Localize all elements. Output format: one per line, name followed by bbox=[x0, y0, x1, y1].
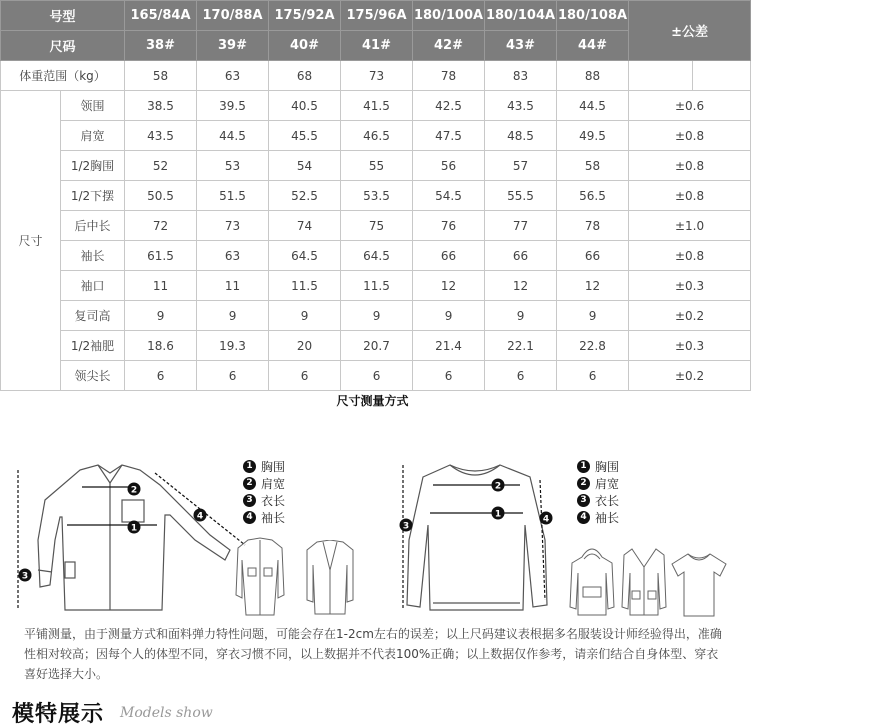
table-row bbox=[1, 151, 751, 181]
tolerance-cell: ±0.8 bbox=[629, 151, 751, 181]
table-cell: 47.5 bbox=[413, 121, 485, 151]
table-cell: 57 bbox=[485, 151, 557, 181]
table-cell: 66 bbox=[485, 241, 557, 271]
legend-item: 1 胸围 bbox=[243, 458, 285, 474]
size-chart-table bbox=[0, 0, 751, 391]
table-row bbox=[1, 331, 751, 361]
table-row bbox=[1, 241, 751, 271]
table-cell: 77 bbox=[485, 211, 557, 241]
svg-text:2: 2 bbox=[494, 481, 502, 492]
table-cell: 6 bbox=[485, 361, 557, 391]
row-label: 领围 bbox=[61, 91, 125, 121]
row-label: 袖长 bbox=[61, 241, 125, 271]
row-label: 后中长 bbox=[61, 211, 125, 241]
table-cell: 55.5 bbox=[485, 181, 557, 211]
table-cell: 39.5 bbox=[197, 91, 269, 121]
header-size-cell: 40# bbox=[269, 31, 341, 61]
table-cell: 75 bbox=[341, 211, 413, 241]
tolerance-cell: ±0.8 bbox=[629, 181, 751, 211]
table-cell: 22.1 bbox=[485, 331, 557, 361]
table-cell: 11.5 bbox=[269, 271, 341, 301]
table-cell: 44.5 bbox=[557, 91, 629, 121]
svg-text:4: 4 bbox=[542, 514, 550, 525]
table-cell: 6 bbox=[269, 361, 341, 391]
table-row bbox=[1, 211, 751, 241]
weight-row bbox=[1, 61, 751, 91]
table-cell: 45.5 bbox=[269, 121, 341, 151]
tshirt-icon bbox=[668, 550, 730, 618]
number-3-icon: 3 bbox=[243, 494, 256, 507]
table-cell: 12 bbox=[413, 271, 485, 301]
weight-label: 体重范围（kg） bbox=[1, 61, 125, 91]
hoodie-icon bbox=[568, 545, 616, 617]
sweater-diagram bbox=[395, 445, 565, 620]
row-label: 复司高 bbox=[61, 301, 125, 331]
table-cell: 48.5 bbox=[485, 121, 557, 151]
legend-item: 4 袖长 bbox=[577, 509, 619, 525]
legend-item: 4 袖长 bbox=[243, 509, 285, 525]
tolerance-cell: ±0.8 bbox=[629, 121, 751, 151]
table-cell: 52.5 bbox=[269, 181, 341, 211]
weight-cell: 88 bbox=[557, 61, 629, 91]
table-row bbox=[1, 91, 751, 121]
header-size-cell: 43# bbox=[485, 31, 557, 61]
number-4-icon: 4 bbox=[243, 511, 256, 524]
table-cell: 9 bbox=[269, 301, 341, 331]
table-cell: 9 bbox=[125, 301, 197, 331]
table-cell: 9 bbox=[557, 301, 629, 331]
table-cell: 58 bbox=[557, 151, 629, 181]
table-cell: 6 bbox=[125, 361, 197, 391]
header-size-cell: 39# bbox=[197, 31, 269, 61]
number-3-icon: 3 bbox=[577, 494, 590, 507]
table-cell: 6 bbox=[413, 361, 485, 391]
table-cell: 11 bbox=[197, 271, 269, 301]
header-tolerance: ±公差 bbox=[629, 1, 751, 61]
row-label: 领尖长 bbox=[61, 361, 125, 391]
header-label-model: 号型 bbox=[1, 1, 125, 31]
models-heading: 模特展示 bbox=[12, 701, 105, 727]
table-cell: 43.5 bbox=[125, 121, 197, 151]
table-cell: 21.4 bbox=[413, 331, 485, 361]
table-cell: 18.6 bbox=[125, 331, 197, 361]
weight-cell: 68 bbox=[269, 61, 341, 91]
table-cell: 9 bbox=[485, 301, 557, 331]
header-model-cell: 165/84A bbox=[125, 1, 197, 31]
models-heading-en: Models show bbox=[120, 705, 213, 721]
header-size-cell: 38# bbox=[125, 31, 197, 61]
table-cell: 52 bbox=[125, 151, 197, 181]
tolerance-cell: ±0.3 bbox=[629, 331, 751, 361]
measure-method-title: 尺寸测量方式 bbox=[336, 394, 409, 408]
table-row bbox=[1, 361, 751, 391]
table-cell: 41.5 bbox=[341, 91, 413, 121]
weight-cell: 83 bbox=[485, 61, 557, 91]
header-size-cell: 44# bbox=[557, 31, 629, 61]
tolerance-cell: ±0.3 bbox=[629, 271, 751, 301]
table-cell: 74 bbox=[269, 211, 341, 241]
table-cell: 56.5 bbox=[557, 181, 629, 211]
table-cell: 50.5 bbox=[125, 181, 197, 211]
table-cell: 76 bbox=[413, 211, 485, 241]
table-cell: 44.5 bbox=[197, 121, 269, 151]
weight-cell: 63 bbox=[197, 61, 269, 91]
tolerance-cell: ±0.6 bbox=[629, 91, 751, 121]
svg-text:4: 4 bbox=[196, 511, 204, 522]
table-cell: 11.5 bbox=[341, 271, 413, 301]
table-cell: 78 bbox=[557, 211, 629, 241]
table-cell: 72 bbox=[125, 211, 197, 241]
row-label: 1/2袖肥 bbox=[61, 331, 125, 361]
table-cell: 43.5 bbox=[485, 91, 557, 121]
weight-cell: 73 bbox=[341, 61, 413, 91]
header-label-size: 尺码 bbox=[1, 31, 125, 61]
table-row bbox=[1, 301, 751, 331]
table-cell: 20.7 bbox=[341, 331, 413, 361]
measurement-note: 平铺测量，由于测量方式和面料弹力特性问题，可能会存在1-2cm左右的误差；以上尺码建议表根据多名服装设计师经验得出，准确性相对较高；因每个人的体型不同，穿衣习惯不同，以上数据并不代表100%正确；以上数据仅作参考，请亲们结合自身体型、穿衣喜好选择大小。 bbox=[24, 627, 722, 681]
empty-cell bbox=[693, 61, 751, 91]
row-label: 袖口 bbox=[61, 271, 125, 301]
header-model-cell: 175/96A bbox=[341, 1, 413, 31]
table-cell: 6 bbox=[197, 361, 269, 391]
table-cell: 64.5 bbox=[269, 241, 341, 271]
table-cell: 40.5 bbox=[269, 91, 341, 121]
table-cell: 12 bbox=[485, 271, 557, 301]
tolerance-cell: ±1.0 bbox=[629, 211, 751, 241]
legend-item: 2 肩宽 bbox=[577, 475, 619, 491]
svg-text:3: 3 bbox=[402, 521, 410, 532]
table-cell: 51.5 bbox=[197, 181, 269, 211]
table-cell: 38.5 bbox=[125, 91, 197, 121]
table-cell: 73 bbox=[197, 211, 269, 241]
table-cell: 19.3 bbox=[197, 331, 269, 361]
legend-item: 1 胸围 bbox=[577, 458, 619, 474]
header-size-cell: 41# bbox=[341, 31, 413, 61]
header-model-cell: 180/100A bbox=[413, 1, 485, 31]
table-cell: 53.5 bbox=[341, 181, 413, 211]
table-cell: 64.5 bbox=[341, 241, 413, 271]
svg-text:1: 1 bbox=[494, 509, 502, 520]
svg-text:3: 3 bbox=[21, 571, 29, 582]
tolerance-cell: ±0.8 bbox=[629, 241, 751, 271]
number-1-icon: 1 bbox=[243, 460, 256, 473]
row-label: 1/2胸围 bbox=[61, 151, 125, 181]
header-model-cell: 180/104A bbox=[485, 1, 557, 31]
legend-item: 2 肩宽 bbox=[243, 475, 285, 491]
measure-legend-right bbox=[577, 458, 619, 526]
table-cell: 54 bbox=[269, 151, 341, 181]
header-model-cell: 170/88A bbox=[197, 1, 269, 31]
number-2-icon: 2 bbox=[577, 477, 590, 490]
legend-item: 3 衣长 bbox=[577, 492, 619, 508]
table-cell: 63 bbox=[197, 241, 269, 271]
table-cell: 55 bbox=[341, 151, 413, 181]
tolerance-cell: ±0.2 bbox=[629, 361, 751, 391]
table-cell: 6 bbox=[557, 361, 629, 391]
table-cell: 66 bbox=[557, 241, 629, 271]
row-label: 肩宽 bbox=[61, 121, 125, 151]
table-cell: 9 bbox=[341, 301, 413, 331]
table-row bbox=[1, 121, 751, 151]
header-model-cell: 180/108A bbox=[557, 1, 629, 31]
table-cell: 53 bbox=[197, 151, 269, 181]
row-label: 1/2下摆 bbox=[61, 181, 125, 211]
table-cell: 42.5 bbox=[413, 91, 485, 121]
weight-cell: 58 bbox=[125, 61, 197, 91]
table-cell: 66 bbox=[413, 241, 485, 271]
table-cell: 12 bbox=[557, 271, 629, 301]
number-1-icon: 1 bbox=[577, 460, 590, 473]
table-cell: 9 bbox=[197, 301, 269, 331]
table-cell: 9 bbox=[413, 301, 485, 331]
weight-cell: 78 bbox=[413, 61, 485, 91]
table-cell: 11 bbox=[125, 271, 197, 301]
number-4-icon: 4 bbox=[577, 511, 590, 524]
table-cell: 22.8 bbox=[557, 331, 629, 361]
table-cell: 61.5 bbox=[125, 241, 197, 271]
table-row bbox=[1, 181, 751, 211]
svg-text:1: 1 bbox=[130, 523, 138, 534]
number-2-icon: 2 bbox=[243, 477, 256, 490]
table-cell: 6 bbox=[341, 361, 413, 391]
table-cell: 46.5 bbox=[341, 121, 413, 151]
empty-cell bbox=[629, 61, 693, 91]
row-group-label: 尺寸 bbox=[1, 91, 61, 391]
header-model-cell: 175/92A bbox=[269, 1, 341, 31]
legend-item: 3 衣长 bbox=[243, 492, 285, 508]
table-cell: 54.5 bbox=[413, 181, 485, 211]
tolerance-cell: ±0.2 bbox=[629, 301, 751, 331]
header-row-models bbox=[1, 1, 751, 31]
measure-legend-left bbox=[243, 458, 285, 526]
cardigan-icon bbox=[620, 545, 668, 617]
blazer-icon bbox=[305, 540, 355, 615]
svg-text:2: 2 bbox=[130, 485, 138, 496]
table-cell: 56 bbox=[413, 151, 485, 181]
table-cell: 49.5 bbox=[557, 121, 629, 151]
table-cell: 20 bbox=[269, 331, 341, 361]
header-size-cell: 42# bbox=[413, 31, 485, 61]
table-row bbox=[1, 271, 751, 301]
